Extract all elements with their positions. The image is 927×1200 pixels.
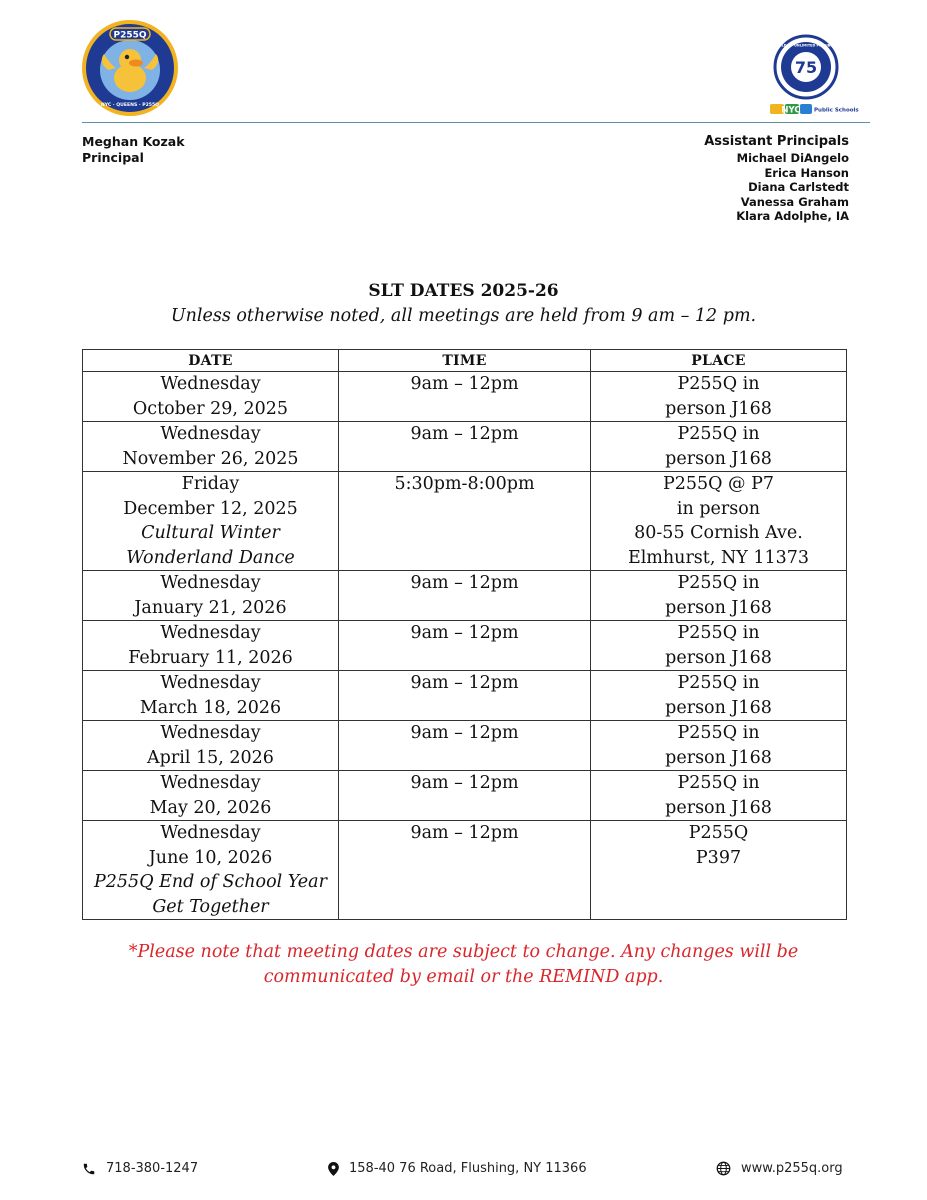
school-logo-subtext: NYC · QUEENS · P255Q (100, 103, 160, 108)
table-row (83, 621, 847, 671)
time-cell: 9am – 12pm (339, 771, 591, 821)
date-cell (83, 621, 339, 671)
place-line: person J168 (665, 597, 772, 618)
place-line: person J168 (665, 747, 772, 768)
place-cell (591, 571, 847, 621)
footer-address-text: 158-40 76 Road, Flushing, NY 11366 (349, 1161, 587, 1176)
phone-icon (82, 1162, 96, 1176)
table-row (83, 721, 847, 771)
time-cell: 9am – 12pm (339, 422, 591, 472)
date-cell (83, 771, 339, 821)
nyc-public-schools-logo (766, 34, 859, 120)
footer-phone-text: 718-380-1247 (106, 1161, 199, 1176)
date-line: Friday (181, 474, 240, 494)
date-line: Wednesday (160, 623, 261, 643)
date-line: May 20, 2026 (149, 797, 272, 818)
place-line: 80-55 Cornish Ave. (634, 523, 803, 543)
place-line: person J168 (665, 398, 772, 419)
assistant-principals-title: Assistant Principals (704, 134, 849, 149)
date-line: January 21, 2026 (134, 597, 287, 618)
place-cell (591, 821, 847, 920)
footer-website (716, 1161, 843, 1176)
place-line: P255Q in (677, 623, 760, 643)
assistant-principal-name: Diana Carlstedt (748, 180, 849, 194)
assistant-principal-name: Vanessa Graham (740, 194, 849, 209)
place-line: P255Q in (677, 673, 760, 693)
logo-75-number: 75 (794, 58, 818, 77)
date-line: Wednesday (160, 723, 261, 743)
date-line: April 15, 2026 (147, 747, 274, 768)
place-line: in person (676, 498, 761, 519)
time-cell: 9am – 12pm (339, 671, 591, 721)
document-title: SLT DATES 2025-26 (368, 281, 559, 301)
place-line: person J168 (665, 797, 772, 818)
map-pin-icon (328, 1162, 339, 1176)
place-line: person J168 (665, 647, 772, 668)
footer-address (328, 1161, 587, 1176)
assistant-principal-name: Erica Hanson (764, 165, 849, 180)
place-cell (591, 372, 847, 422)
time-cell: 9am – 12pm (339, 372, 591, 422)
assistant-principal-name: Klara Adolphe, IA (736, 209, 849, 223)
disclaimer-line: *Please note that meeting dates are subject to change. Any changes will be (128, 942, 799, 962)
date-line: March 18, 2026 (139, 697, 282, 718)
date-line: Wednesday (160, 424, 261, 444)
date-cell (83, 422, 339, 472)
meeting-schedule-table (82, 349, 847, 920)
place-line: person J168 (665, 448, 772, 469)
footer-website-link[interactable]: www.p255q.org (741, 1161, 843, 1176)
time-cell: 9am – 12pm (339, 571, 591, 621)
place-line: Elmhurst, NY 11373 (627, 547, 810, 568)
place-cell (591, 472, 847, 571)
school-logo-text: P255Q (113, 30, 147, 41)
table-row (83, 372, 847, 422)
principal-title: Principal (82, 150, 144, 165)
principal-name: Meghan Kozak (82, 134, 185, 149)
date-line: Wednesday (160, 823, 261, 843)
event-note: Get Together (152, 896, 269, 917)
place-line: person J168 (665, 697, 772, 718)
disclaimer-line: communicated by email or the REMIND app. (263, 967, 664, 987)
column-header-time: TIME (339, 350, 591, 372)
table-row (83, 771, 847, 821)
place-line: P255Q in (677, 773, 760, 793)
time-cell: 9am – 12pm (339, 621, 591, 671)
table-row (83, 671, 847, 721)
disclaimer-note (0, 940, 927, 990)
table-row (83, 821, 847, 920)
principal-block (82, 134, 185, 166)
logo-nyc-text: NYC (781, 105, 801, 116)
column-header-place: PLACE (591, 350, 847, 372)
header-divider (82, 122, 870, 123)
time-cell: 5:30pm-8:00pm (339, 472, 591, 571)
date-cell (83, 571, 339, 621)
place-cell (591, 721, 847, 771)
date-line: Wednesday (160, 673, 261, 693)
event-note: P255Q End of School Year (94, 872, 327, 892)
event-note: Wonderland Dance (126, 547, 295, 568)
place-cell (591, 671, 847, 721)
date-cell (83, 721, 339, 771)
place-line: P255Q in (677, 424, 760, 444)
place-line: P255Q in (677, 723, 760, 743)
document-subtitle: Unless otherwise noted, all meetings are held from 9 am – 12 pm. (170, 306, 757, 326)
date-line: June 10, 2026 (148, 847, 273, 868)
date-cell (83, 671, 339, 721)
place-line: P397 (695, 847, 742, 868)
place-cell (591, 422, 847, 472)
footer-phone (82, 1161, 198, 1176)
place-line: P255Q in (677, 573, 760, 593)
date-line: Wednesday (160, 773, 261, 793)
table-row (83, 571, 847, 621)
date-cell (83, 821, 339, 920)
logo-ring-text: A WORLD OF UNLIMITED POSSIBILITIES (768, 43, 844, 48)
school-logo (80, 18, 180, 118)
column-header-date: DATE (83, 350, 339, 372)
place-cell (591, 771, 847, 821)
assistant-principal-name: Michael DiAngelo (736, 151, 849, 165)
date-line: February 11, 2026 (128, 647, 293, 668)
date-line: December 12, 2025 (123, 498, 298, 519)
table-body (83, 372, 847, 920)
logo-public-schools-text: Public Schools (814, 107, 859, 114)
globe-icon (716, 1161, 731, 1176)
table-row (83, 422, 847, 472)
date-cell (83, 472, 339, 571)
time-cell: 9am – 12pm (339, 721, 591, 771)
event-note: Cultural Winter (141, 523, 280, 543)
assistant-principals-block (704, 134, 849, 224)
place-line: P255Q (688, 823, 749, 843)
time-cell: 9am – 12pm (339, 821, 591, 920)
table-row (83, 472, 847, 571)
date-cell (83, 372, 339, 422)
place-line: P255Q in (677, 374, 760, 394)
place-line: P255Q @ P7 (662, 474, 775, 494)
table-header-row (83, 350, 847, 372)
date-line: Wednesday (160, 374, 261, 394)
date-line: November 26, 2025 (122, 448, 299, 469)
place-cell (591, 621, 847, 671)
date-line: Wednesday (160, 573, 261, 593)
date-line: October 29, 2025 (132, 398, 289, 419)
